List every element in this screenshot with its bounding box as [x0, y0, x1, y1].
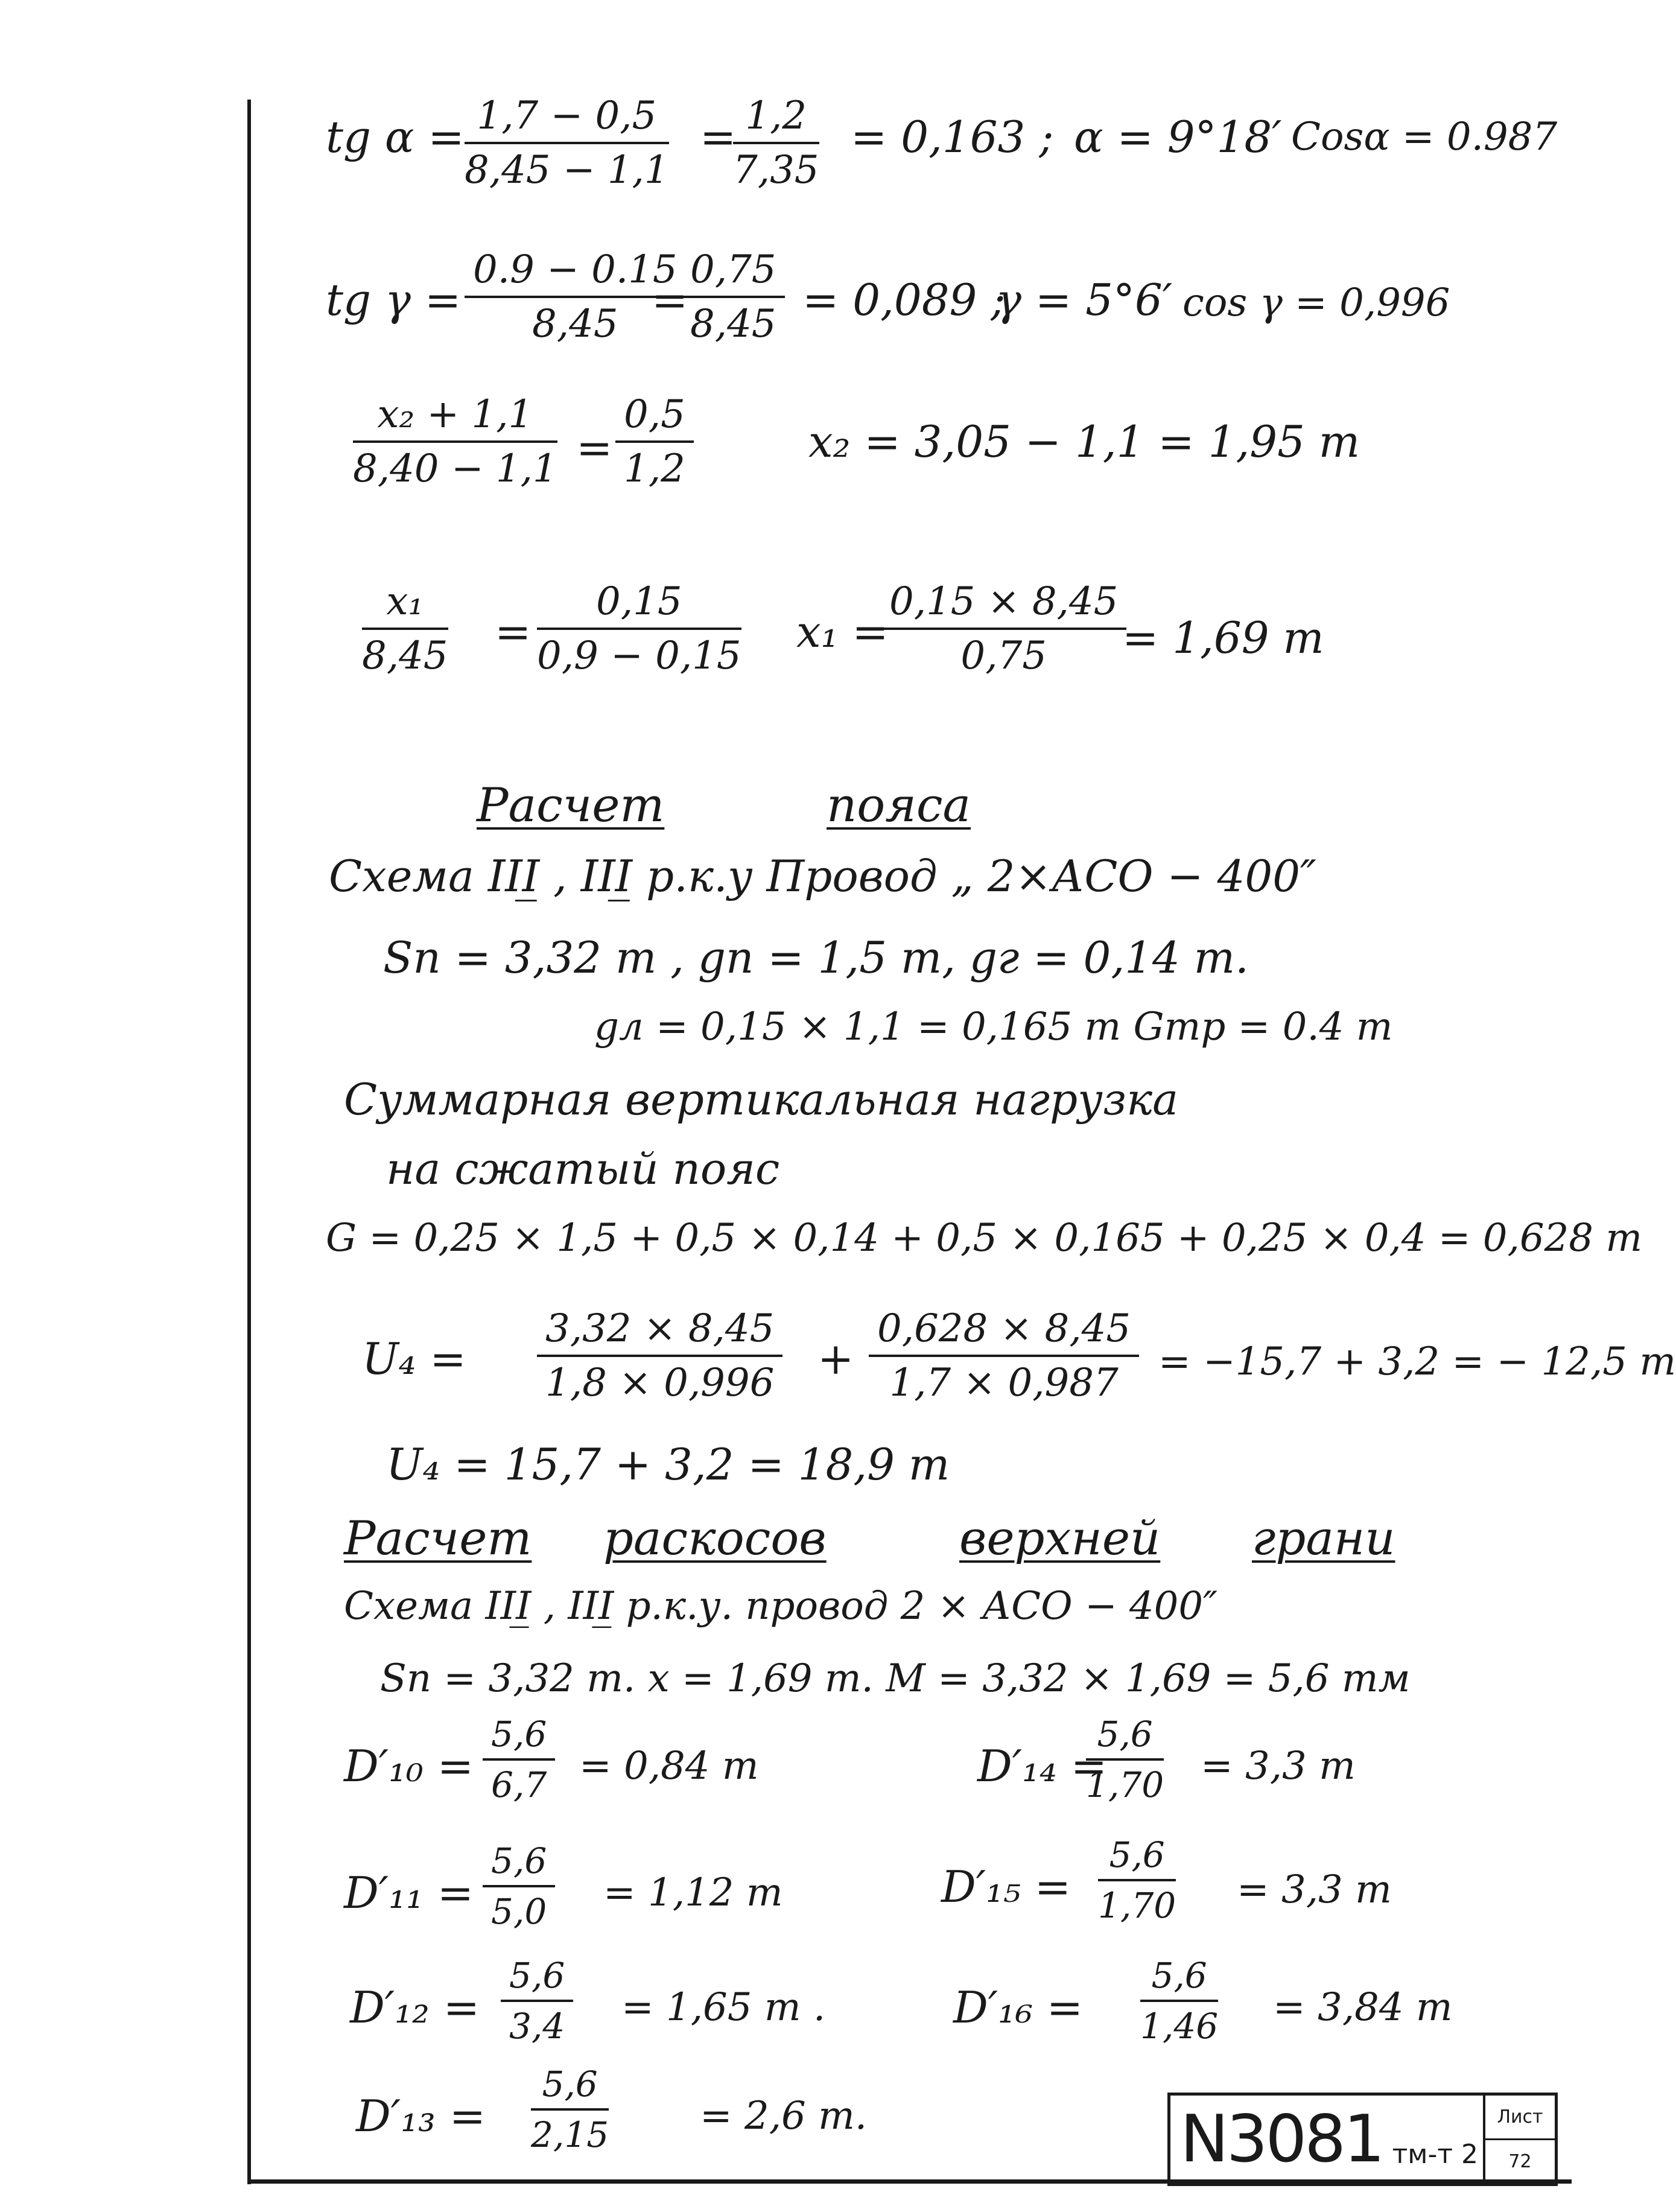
belt-u4-plus: +	[817, 1333, 854, 1384]
d10-fraction	[483, 1714, 555, 1805]
eq4-f3-numerator: 0,15 × 8,45	[881, 579, 1126, 630]
eq1-fraction-2	[733, 94, 819, 192]
d14-fraction	[1086, 1714, 1164, 1805]
eq2-f2-denominator: 8,45	[690, 302, 776, 346]
eq3-f1-denominator: 8,40 − 1,1	[353, 447, 557, 491]
d12-denominator: 3,4	[509, 2006, 565, 2047]
belt-u4-f1-denominator: 1,8 × 0,996	[545, 1361, 775, 1405]
eq3-f2-numerator: 0,5	[615, 392, 694, 443]
d12-result: = 1,65 т .	[621, 1985, 826, 2030]
eq4-f2-numerator: 0,15	[537, 579, 741, 630]
eq4-fraction-3	[881, 579, 1126, 678]
d11-result: = 1,12 т	[603, 1870, 783, 1915]
eq2-angle: γ = 5°6′	[995, 275, 1173, 325]
belt-u4-line-2: U₄ = 15,7 + 3,2 = 18,9 т	[386, 1439, 950, 1490]
d10-result: = 0,84 т	[579, 1744, 759, 1788]
eq1-f1-denominator: 8,45 − 1,1	[465, 148, 669, 192]
belt-u4-f2-numerator: 0,628 × 8,45	[869, 1306, 1139, 1357]
sheet-label: Лист	[1497, 2106, 1543, 2128]
eq4-fraction-2	[537, 579, 741, 678]
eq1-cos: Cosα = 0.987	[1291, 115, 1558, 159]
braces-title-word-3: верхней	[959, 1511, 1161, 1566]
eq2-lhs: tg γ =	[326, 275, 462, 325]
d13-result: = 2,6 т.	[700, 2094, 868, 2138]
d13-lhs: D′₁₃ =	[356, 2091, 486, 2141]
d11-numerator: 5,6	[483, 1840, 555, 1887]
eq2-f1-denominator: 8,45	[532, 302, 618, 346]
title-block-stamp	[1167, 2093, 1558, 2186]
eq3-result: x₂ = 3,05 − 1,1 = 1,95 m	[808, 416, 1360, 467]
sheet-cell	[1483, 2096, 1555, 2183]
eq2-cos: cos γ = 0,996	[1182, 281, 1450, 325]
d14-numerator: 5,6	[1086, 1714, 1164, 1761]
belt-u4-lhs: U₄ =	[362, 1333, 466, 1384]
d15-denominator: 1,70	[1098, 1885, 1176, 1926]
d14-result: = 3,3 т	[1201, 1744, 1356, 1788]
eq3-f2-denominator: 1,2	[624, 447, 685, 491]
d16-denominator: 1,46	[1140, 2006, 1219, 2047]
d11-lhs: D′₁₁ =	[344, 1867, 474, 1918]
d10-numerator: 5,6	[483, 1714, 555, 1761]
eq3-f1-numerator: x₂ + 1,1	[353, 392, 557, 443]
belt-sum-equation: G = 0,25 × 1,5 + 0,5 × 0,14 + 0,5 × 0,165 + 0,25 × 0,4 = 0,628 т	[326, 1216, 1643, 1260]
eq4-f3-denominator: 0,75	[960, 634, 1047, 678]
belt-text-2: на сжатый пояс	[386, 1143, 780, 1194]
belt-loads-1: Sп = 3,32 т , gп = 1,5 т, gг = 0,14 т.	[383, 932, 1249, 983]
belt-u4-fraction-2	[869, 1306, 1139, 1405]
belt-u4-f2-denominator: 1,7 × 0,987	[889, 1361, 1119, 1405]
belt-u4-f1-numerator: 3,32 × 8,45	[537, 1306, 782, 1357]
eq1-f2-denominator: 7,35	[733, 148, 819, 192]
d10-denominator: 6,7	[491, 1764, 547, 1805]
d14-denominator: 1,70	[1086, 1764, 1164, 1805]
d16-numerator: 5,6	[1140, 1955, 1218, 2002]
belt-text-1: Суммарная вертикальная нагрузка	[344, 1074, 1179, 1125]
eq1-equals: =	[700, 112, 737, 162]
eq4-f1-numerator: x₁	[362, 579, 448, 630]
eq4-f2-denominator: 0,9 − 0,15	[537, 634, 741, 678]
belt-title-word-1: Расчет	[477, 778, 665, 833]
belt-u4-fraction-1	[537, 1306, 782, 1405]
belt-scheme: Схема III̲ , III̲ р.к.у Провод „ 2×АСО − 400″	[329, 851, 1316, 901]
d15-result: = 3,3 т	[1237, 1867, 1392, 1912]
d15-fraction	[1098, 1834, 1176, 1926]
belt-loads-2: gл = 0,15 × 1,1 = 0,165 т Gтр = 0.4 т	[594, 1005, 1393, 1049]
sheet-number: 72	[1485, 2138, 1555, 2183]
belt-title-word-2: пояса	[827, 778, 971, 833]
eq1-f1-numerator: 1,7 − 0,5	[465, 94, 669, 144]
braces-title-word-1: Расчет	[344, 1511, 532, 1566]
d15-lhs: D′₁₅ =	[941, 1861, 1071, 1912]
drawing-number: N3081	[1180, 2102, 1383, 2177]
d16-fraction	[1140, 1955, 1218, 2047]
d14-lhs: D′₁₄ =	[977, 1741, 1108, 1791]
d16-lhs: D′₁₆ =	[953, 1982, 1084, 2033]
eq3-fraction-2	[615, 392, 694, 491]
eq1-result: = 0,163 ;	[851, 112, 1054, 162]
eq4-equals: =	[495, 606, 532, 657]
eq1-fraction-1	[465, 94, 669, 192]
eq2-equals: =	[652, 275, 688, 325]
d13-numerator: 5,6	[531, 2064, 609, 2111]
eq2-f2-numerator: 0,75	[682, 247, 785, 298]
d12-fraction	[501, 1955, 573, 2047]
eq3-fraction-1	[353, 392, 557, 491]
d13-fraction	[531, 2064, 609, 2155]
d12-lhs: D′₁₂ =	[350, 1982, 480, 2033]
d11-fraction	[483, 1840, 555, 1932]
eq2-fraction-2	[682, 247, 785, 346]
drawing-code: тм-т 2	[1392, 2139, 1478, 2170]
braces-params: Sп = 3,32 т. x = 1,69 т. M = 3,32 × 1,69 = 5,6 тм	[380, 1656, 1411, 1701]
belt-u4-result: = −15,7 + 3,2 = − 12,5 т	[1158, 1340, 1676, 1384]
d12-numerator: 5,6	[501, 1955, 573, 2002]
eq4-result: = 1,69 m	[1122, 612, 1324, 663]
eq4-fraction-1	[362, 579, 448, 678]
d15-numerator: 5,6	[1098, 1834, 1176, 1881]
eq4-f1-denominator: 8,45	[362, 634, 448, 678]
eq2-f1-numerator: 0.9 − 0.15	[465, 247, 686, 298]
braces-title-word-4: грани	[1252, 1511, 1395, 1566]
braces-title-word-2: раскосов	[603, 1511, 827, 1566]
eq4-lhs2: x₁ =	[796, 606, 889, 657]
eq1-lhs: tg α =	[326, 112, 465, 162]
eq3-equals: =	[576, 422, 613, 473]
eq1-f2-numerator: 1,2	[733, 94, 819, 144]
d11-denominator: 5,0	[491, 1891, 547, 1932]
d10-lhs: D′₁₀ =	[344, 1741, 474, 1791]
frame-left-border	[247, 100, 251, 2184]
eq1-angle: α = 9°18′	[1074, 112, 1282, 162]
d13-denominator: 2,15	[531, 2114, 609, 2155]
braces-scheme: Схема III̲ , III̲ р.к.у. провод 2 × АСО − 400″	[344, 1584, 1217, 1629]
d16-result: = 3,84 т	[1273, 1985, 1453, 2030]
eq2-result: = 0,089 ;	[802, 275, 1006, 325]
